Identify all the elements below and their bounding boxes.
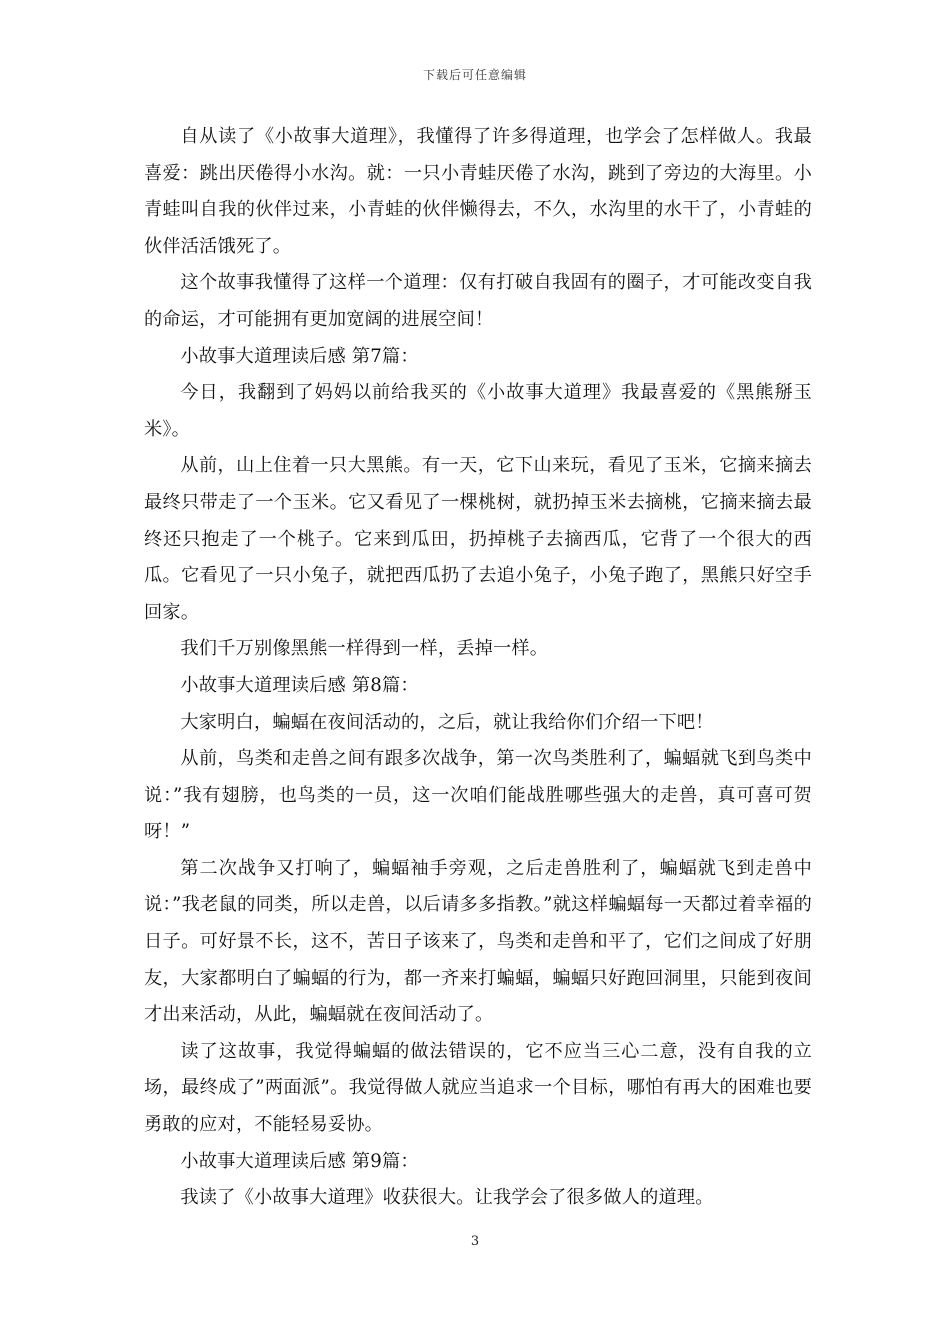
document-body (144, 119, 812, 1217)
section-heading: 小故事大道理读后感 第9篇： (180, 1150, 419, 1172)
paragraph: 从前，鸟类和走兽之间有跟多次战争，第一次鸟类胜利了，蝙蝠就飞到鸟类中说：”我有翅膀，也鸟类的一员，这一次咱们能战胜哪些强大的走兽，真可喜可贺呀！” (144, 748, 812, 843)
paragraph: 读了这故事，我觉得蝙蝠的做法错误的，它不应当三心二意，没有自我的立场，最终成了”两面派”。我觉得做人就应当追求一个目标，哪怕有再大的困难也要勇敢的应对，不能轻易妥协。 (144, 1040, 812, 1136)
page-number: 3 (470, 1234, 480, 1249)
paragraph: 自从读了《小故事大道理》，我懂得了许多得道理，也学会了怎样做人。我最喜爱：跳出厌倦得小水沟。就：一只小青蛙厌倦了水沟，跳到了旁边的大海里。小青蛙叫自我的伙伴过来，小青蛙的伙伴懒得去，不久，水沟里的水干了，小青蛙的伙伴活活饿死了。 (144, 126, 812, 257)
paragraph: 从前，山上住着一只大黑熊。有一天，它下山来玩，看见了玉米，它摘来摘去最终只带走了一个玉米。它又看见了一棵桃树，就扔掉玉米去摘桃，它摘来摘去最终还只抱走了一个桃子。它来到瓜田，扔掉桃子去摘西瓜，它背了一个很大的西瓜。它看见了一只小兔子，就把西瓜扔了去追小兔子，小兔子跑了，黑熊只好空手回家。 (144, 455, 812, 623)
paragraph: 我读了《小故事大道理》收获很大。让我学会了很多做人的道理。 (180, 1187, 714, 1209)
paragraph: 大家明白，蝙蝠在夜间活动的，之后，就让我给你们介绍一下吧！ (180, 711, 714, 733)
paragraph: 这个故事我懂得了这样一个道理：仅有打破自我固有的圈子，才可能改变自我的命运，才可能拥有更加宽阔的进展空间！ (144, 272, 812, 330)
header-note: 下载后可任意编辑 (422, 68, 527, 82)
paragraph: 我们千万别像黑熊一样得到一样，丢掉一样。 (180, 638, 549, 660)
paragraph: 今日，我翻到了妈妈以前给我买的《小故事大道理》我最喜爱的《黑熊掰玉米》。 (144, 382, 812, 440)
section-heading: 小故事大道理读后感 第8篇： (180, 674, 419, 696)
section-heading: 小故事大道理读后感 第7篇： (180, 345, 419, 367)
paragraph: 第二次战争又打响了，蝙蝠袖手旁观，之后走兽胜利了，蝙蝠就飞到走兽中说：”我老鼠的同类，所以走兽，以后请多多指教。”就这样蝙蝠每一天都过着幸福的日子。可好景不长，这不，苦日子该来了，鸟类和走兽和平了，它们之间成了好朋友，大家都明白了蝙蝠的行为，都一齐来打蝙蝠，蝙蝠只好跑回洞里，只能到夜间才出来活动，从此，蝙蝠就在夜间活动了。 (144, 857, 812, 1026)
